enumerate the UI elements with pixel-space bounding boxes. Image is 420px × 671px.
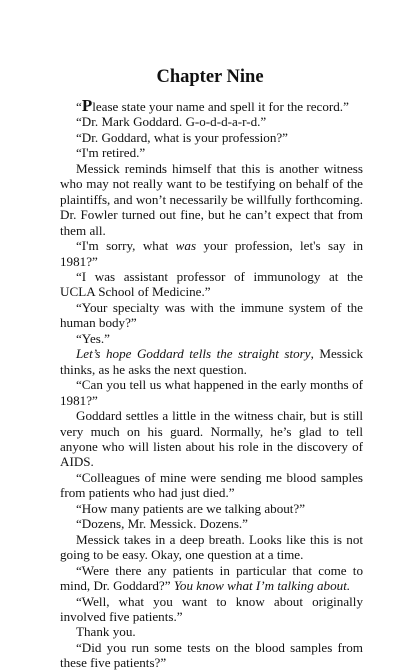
paragraph: Messick reminds himself that this is another witness who may not really want to be testifying on behalf of the plaintiffs, and won’t necessarily be willfully forthcoming. Dr. Fowler turned out fine, but he can’t expect that from them all. [60,160,363,238]
paragraph-text: “I'm sorry, what [76,238,176,254]
paragraph [60,346,363,377]
paragraph: “How many patients are we talking about?” [76,500,306,516]
paragraph-text: your profession, let's say in 1981?” [60,238,364,269]
paragraph: “Dozens, Mr. Messick. Dozens.” [76,516,248,532]
paragraph: “Did you run some tests on the blood samples from these five patients?” [60,639,363,671]
emphasis: was [175,238,197,254]
paragraph: “Well, what you want to know about originally involved five patients.” [60,593,363,624]
paragraph: “Dr. Mark Goddard. G-o-d-d-a-r-d.” [76,114,267,130]
paragraph: “Dr. Goddard, what is your profession?” [76,129,288,145]
emphasis: Let’s hope Goddard tells the straight story [76,346,311,362]
paragraph: “Your specialty was with the immune system of the human body?” [60,299,363,331]
paragraph: “I was assistant professor of immunology at the UCLA School of Medicine.” [60,268,363,300]
paragraph: Messick takes in a deep breath. Looks like this is not going to be easy. Okay, one question at a time. [60,531,363,563]
paragraph: “I'm retired.” [76,145,146,161]
paragraph: “Yes.” [76,330,110,346]
paragraph [60,238,363,269]
chapter-body [60,98,363,671]
opening-quote: “ [76,99,82,114]
paragraph [60,98,363,114]
paragraph: Thank you. [76,624,136,640]
paragraph: Goddard settles a little in the witness chair, but is still very much on his guard. Normally, he’s glad to tell anyone who will listen about his role in the discovery of AIDS. [60,408,363,470]
paragraph-text: lease state your name and spell it for the record.” [92,99,349,114]
paragraph-text: , Messick thinks, as he asks the next question. [60,346,363,377]
paragraph: “Colleagues of mine were sending me blood samples from patients who had just died.” [60,469,363,501]
paragraph [60,563,363,594]
emphasis: You know what I’m talking about. [173,578,351,594]
drop-cap-letter: P [81,96,93,115]
paragraph: “Can you tell us what happened in the early months of 1981?” [60,377,363,408]
chapter-title: Chapter Nine [156,67,264,87]
paragraph-text: “Were there any patients in particular that come to mind, Dr. Goddard?” [60,562,363,594]
